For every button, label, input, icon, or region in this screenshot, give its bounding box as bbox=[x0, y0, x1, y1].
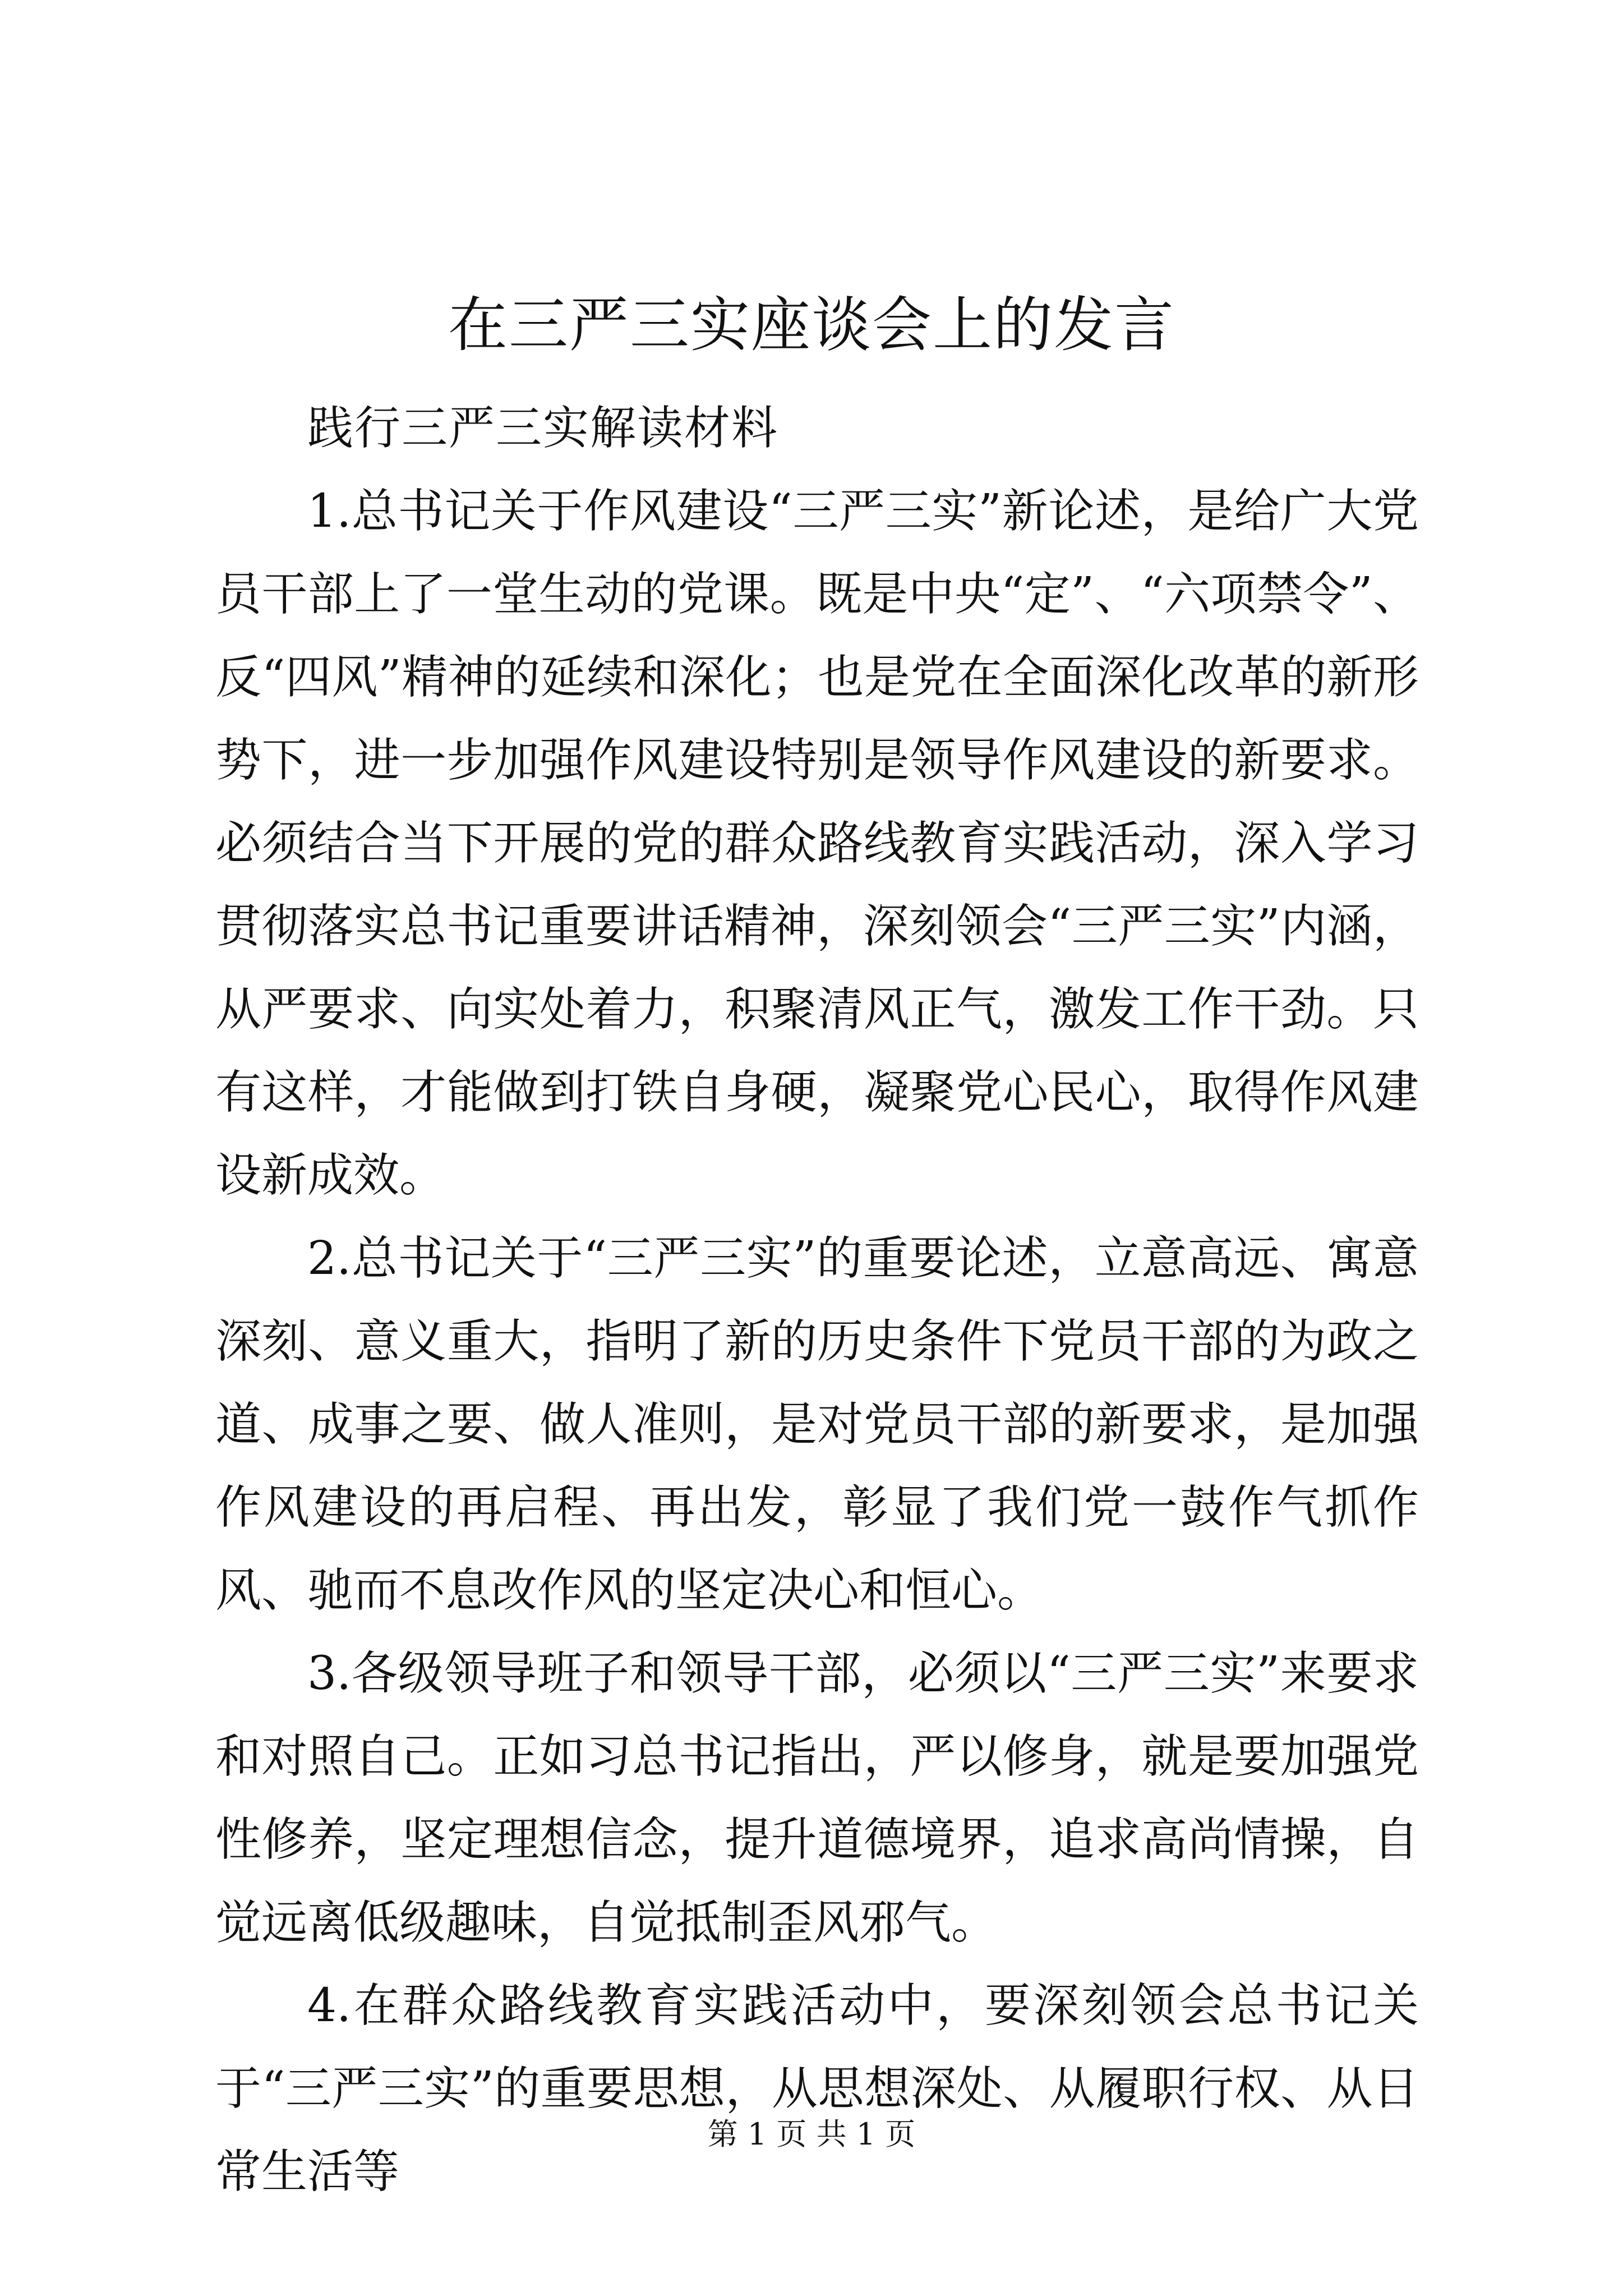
paragraph-2: 2.总书记关于“三严三实”的重要论述，立意高远、寓意深刻、意义重大，指明了新的历史条件下党员干部的为政之道、成事之要、做人准则，是对党员干部的新要求，是加强作风建设的再启程、再出发，彰显了我们党一鼓作气抓作风、驰而不息改作风的坚定决心和恒心。 bbox=[215, 1232, 1419, 1617]
page-number-footer: 第 1 页 共 1 页 bbox=[707, 2116, 916, 2152]
paragraph-3: 3.各级领导班子和领导干部，必须以“三严三实”来要求和对照自己。正如习总书记指出，严以修身，就是要加强党性修养，坚定理想信念，提升道德境界，追求高尚情操，自觉远离低级趣味，自觉抵制歪风邪气。 bbox=[215, 1647, 1419, 1949]
document-subheading: 践行三严三实解读材料 bbox=[307, 402, 779, 455]
document-body bbox=[215, 387, 1419, 2214]
paragraph-4: 4.在群众路线教育实践活动中，要深刻领会总书记关于“三严三实”的重要思想，从思想深处、从履职行权、从日常生活等 bbox=[215, 1979, 1419, 2198]
document-title: 在三严三实座谈会上的发言 bbox=[448, 291, 1175, 360]
paragraph-1: 1.总书记关于作风建设“三严三实”新论述，是给广大党员干部上了一堂生动的党课。既是中央“定”、“六项禁令”、反“四风”精神的延续和深化；也是党在全面深化改革的新形势下，进一步加强作风建设特别是领导作风建设的新要求。必须结合当下开展的党的群众路线教育实践活动，深入学习贯彻落实总书记重要讲话精神，深刻领会“三严三实”内涵，从严要求、向实处着力，积聚清风正气，激发工作干劲。只有这样，才能做到打铁自身硬，凝聚党心民心，取得作风建设新成效。 bbox=[215, 485, 1419, 1202]
